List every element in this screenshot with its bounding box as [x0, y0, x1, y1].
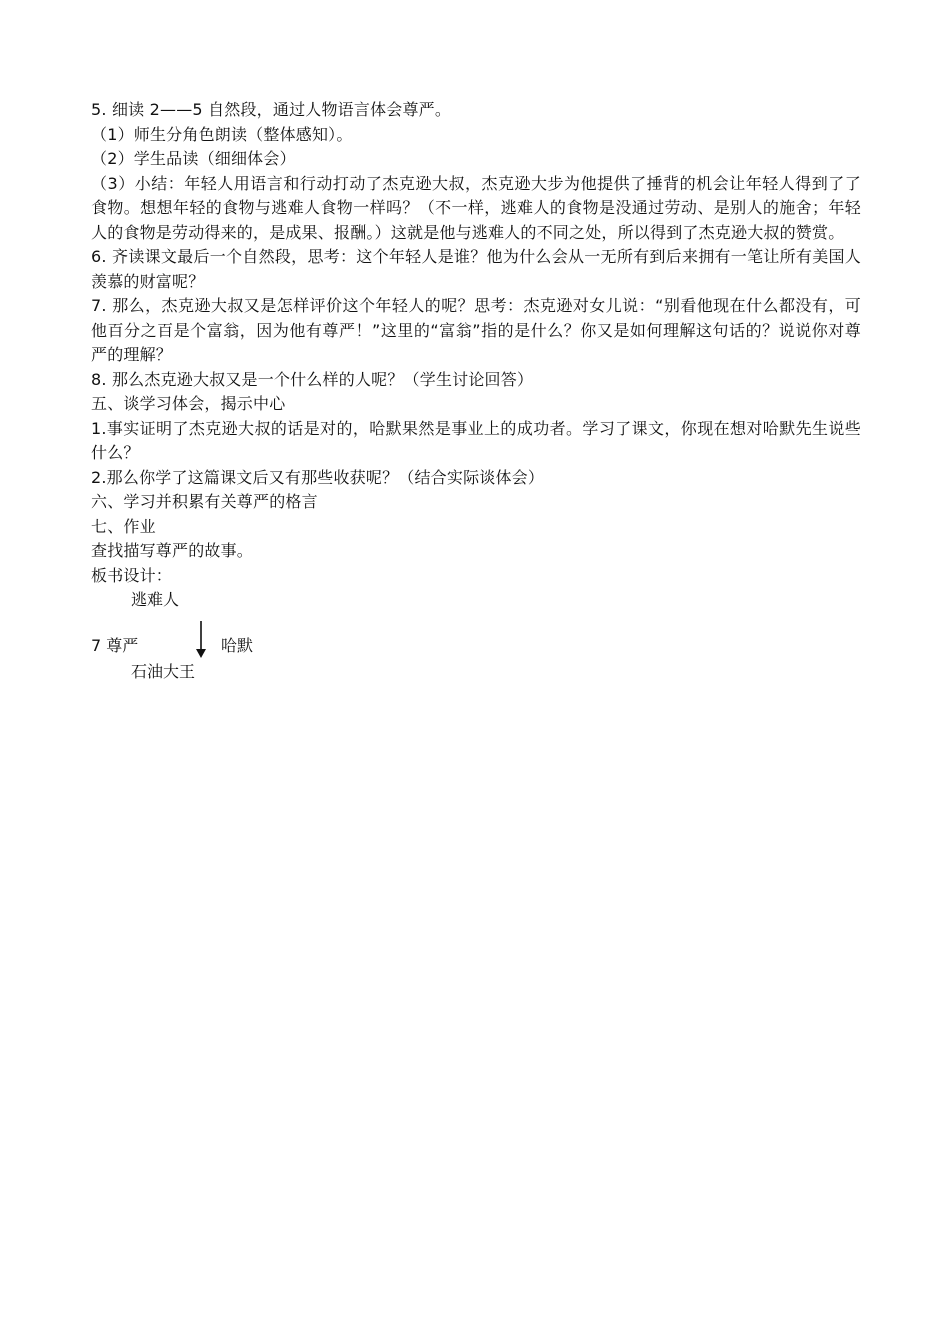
paragraph-five-1: 1.事实证明了杰克逊大叔的话是对的，哈默果然是事业上的成功者。学习了课文，你现在想对哈默先生说些什么？	[91, 418, 861, 462]
paragraph-five-2: 2.那么你学了这篇课文后又有那些收获呢？（结合实际谈体会）	[91, 467, 545, 487]
paragraph-step-5-2: （2）学生品读（细细体会）	[91, 149, 296, 168]
board-design-diagram	[91, 588, 861, 683]
paragraph-step-7: 7. 那么，杰克逊大叔又是怎样评价这个年轻人的呢？思考：杰克逊对女儿说：“别看他现在什么都没有，可他百分之百是个富翁，因为他有尊严！”这里的“富翁”指的是什么？你又是如何理解这句话的？说说你对尊严的理解？	[91, 296, 861, 364]
document-page	[91, 98, 861, 683]
paragraph-step-5-3: （3）小结：年轻人用语言和行动打动了杰克逊大叔，杰克逊大步为他提供了捶背的机会让年轻人得到了了食物。想想年轻的食物与逃难人食物一样吗？（不一样，逃难人的食物是没通过劳动、是别人的施舍；年轻人的食物是劳动得来的，是成果、报酬。）这就是他与逃难人的不同之处，所以得到了杰克逊大叔的赞赏。	[91, 173, 861, 242]
board-design-heading: 板书设计：	[91, 565, 173, 585]
board-bottom-label: 石油大王	[131, 662, 196, 681]
paragraph-step-6: 6. 齐读课文最后一个自然段，思考：这个年轻人是谁？他为什么会从一无所有到后来拥有一笔让所有美国人羡慕的财富呢？	[91, 247, 861, 291]
board-top-label: 逃难人	[131, 590, 180, 609]
board-left-label: 7 尊严	[91, 636, 139, 655]
section-heading-five: 五、谈学习体会，揭示中心	[91, 394, 286, 413]
paragraph-step-8: 8. 那么杰克逊大叔又是一个什么样的人呢？（学生讨论回答）	[91, 369, 534, 389]
paragraph-step-5: 5. 细读 2——5 自然段，通过人物语言体会尊严。	[91, 100, 452, 119]
homework-text: 查找描写尊严的故事。	[91, 541, 254, 560]
section-heading-six: 六、学习并积累有关尊严的格言	[91, 492, 318, 511]
board-right-label: 哈默	[221, 636, 254, 655]
paragraph-step-5-1: （1）师生分角色朗读（整体感知）。	[91, 124, 353, 144]
section-heading-seven: 七、作业	[91, 516, 156, 536]
down-arrow-icon	[194, 621, 208, 659]
